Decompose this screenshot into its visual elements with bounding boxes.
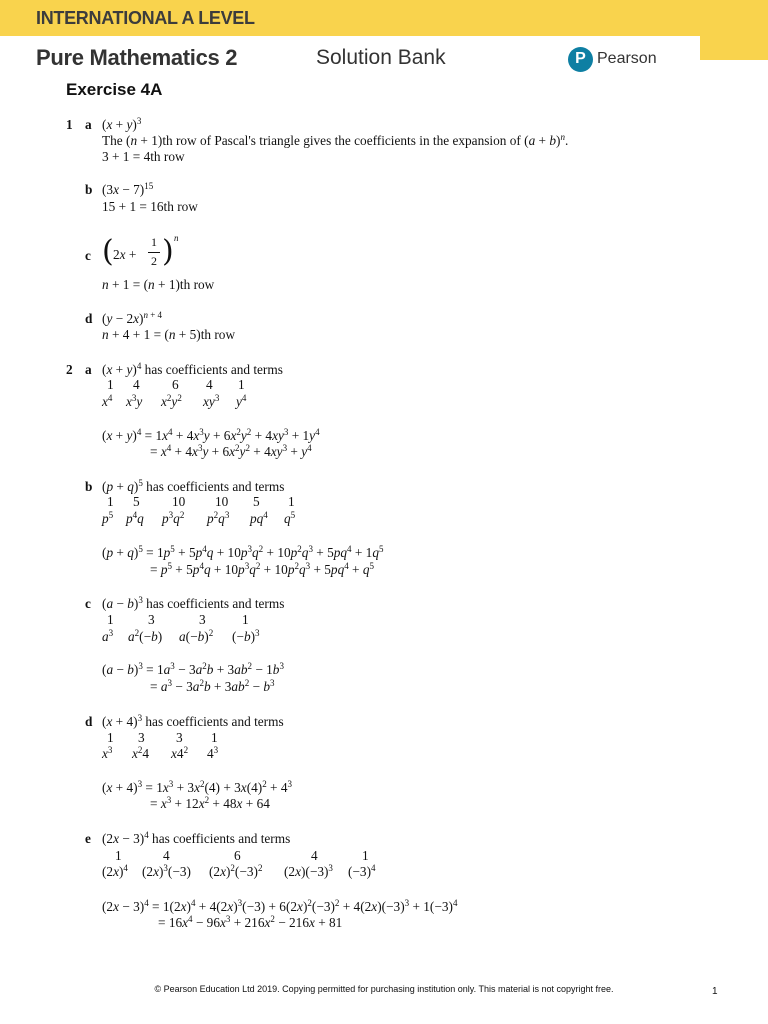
q2b-intro: $(p + q)^5$ has coefficients and terms	[102, 478, 285, 494]
coefficient: 1	[107, 494, 114, 509]
q1d-answer: n + 4 + 1 = (n + 5)th row	[102, 327, 236, 342]
q1-part-a-label: a	[85, 117, 92, 132]
coefficient: 1	[242, 612, 249, 627]
q2-part-e-label: e	[85, 831, 91, 846]
series-label: INTERNATIONAL A LEVEL	[36, 8, 255, 28]
coefficient: 1	[211, 730, 218, 745]
coefficient: 1	[362, 848, 369, 863]
q2c-intro: $(a - b)^3$ has coefficients and terms	[102, 595, 285, 611]
q2-part-d-label: d	[85, 714, 93, 729]
coefficient: 4	[206, 377, 213, 392]
q1c-expression: ( 2x + 1 2 ) n	[102, 233, 179, 269]
q1c-fraction-bar	[148, 252, 160, 253]
q1d-expression: $(y - 2x)^{n + 4}$	[102, 310, 163, 326]
q2e-intro: $(2x - 3)^4$ has coefficients and terms	[102, 830, 291, 846]
coefficient: 6	[172, 377, 179, 392]
q1a-expression: $(x + y)^3$	[102, 116, 142, 132]
coefficient: 3	[176, 730, 183, 745]
question-number-2: 2	[66, 362, 73, 377]
pearson-logo-text: Pearson	[597, 50, 657, 67]
q1b-expression: $(3x - 7)^{15}$	[102, 181, 154, 197]
q1a-statement: The (n + 1)th row of Pascal's triangle gives the coefficients in the expansion of $(a + b)^n$.	[102, 132, 569, 148]
q1c-denominator: 2	[151, 254, 157, 268]
coefficient: 3	[199, 612, 206, 627]
coefficient: 10	[215, 494, 229, 509]
q2e-expansion: $(2x - 3)^4 = 1(2x)^4 + 4(2x)^3(-3) + 6(2x)^2(-3)^2 + 4(2x)(-3)^3 + 1(-3)^4$	[102, 898, 458, 914]
coefficient: 5	[133, 494, 140, 509]
q2d-result: = $x^3 + 12x^2 + 48x + 64$	[150, 795, 270, 811]
header-accent-strip	[700, 36, 768, 60]
q2-part-a-label: a	[85, 362, 92, 377]
coefficient: 4	[163, 848, 170, 863]
pearson-logo-icon: P	[568, 47, 593, 72]
q2a-result: = $x^4 + 4x^3y + 6x^2y^2 + 4xy^3 + y^4$	[150, 443, 312, 459]
coefficient: 4	[311, 848, 318, 863]
coefficient: 4	[133, 377, 140, 392]
q2d-intro: $(x + 4)^3$ has coefficients and terms	[102, 713, 284, 729]
q1c-answer: n + 1 = (n + 1)th row	[102, 277, 215, 292]
q1b-answer: 15 + 1 = 16th row	[102, 199, 198, 214]
coefficient: 3	[148, 612, 155, 627]
coefficient: 6	[234, 848, 241, 863]
coefficient: 5	[253, 494, 260, 509]
pearson-logo	[568, 46, 657, 72]
q2b-result: = $p^5 + 5p^4q + 10p^3q^2 + 10p^2q^3 + 5pq^4 + q^5$	[150, 561, 375, 577]
q1a-answer: 3 + 1 = 4th row	[102, 149, 185, 164]
coefficient: 3	[138, 730, 145, 745]
copyright-notice: © Pearson Education Ltd 2019. Copying permitted for purchasing institution only. This material is not copyright free.	[154, 984, 614, 994]
q1c-numerator: 1	[151, 235, 157, 249]
q2c-expansion: $(a - b)^3 = 1a^3 - 3a^2b + 3ab^2 - 1b^3$	[102, 661, 284, 677]
question-number-1: 1	[66, 117, 73, 132]
book-title: Pure Mathematics 2	[36, 45, 238, 70]
q2b-expansion: $(p + q)^5 = 1p^5 + 5p^4q + 10p^3q^2 + 10p^2q^3 + 5pq^4 + 1q^5$	[102, 544, 384, 560]
q1-part-c-label: c	[85, 248, 91, 263]
coefficient: 10	[172, 494, 186, 509]
exercise-title: Exercise 4A	[66, 80, 163, 99]
q2-part-c-label: c	[85, 596, 91, 611]
page-number: 1	[712, 986, 718, 997]
coefficient: 1	[115, 848, 122, 863]
coefficient: 1	[107, 730, 114, 745]
header-bar	[0, 0, 768, 36]
q1-part-d-label: d	[85, 311, 93, 326]
q2a-expansion: $(x + y)^4 = 1x^4 + 4x^3y + 6x^2y^2 + 4xy^3 + 1y^4$	[102, 427, 320, 443]
coefficient: 1	[107, 377, 114, 392]
q2d-expansion: $(x + 4)^3 = 1x^3 + 3x^2(4) + 3x(4)^2 + 4^3$	[102, 779, 293, 795]
solution-bank-label: Solution Bank	[316, 46, 446, 69]
coefficient: 1	[288, 494, 295, 509]
q1c-exponent: n	[174, 233, 179, 243]
coefficient: 1	[238, 377, 245, 392]
coefficient: 1	[107, 612, 114, 627]
q2c-result: = $a^3 - 3a^2b + 3ab^2 - b^3$	[150, 678, 275, 694]
q2e-result: = $16x^4 - 96x^3 + 216x^2 - 216x + 81$	[158, 914, 343, 930]
q2a-intro: $(x + y)^4$ has coefficients and terms	[102, 361, 283, 377]
q1-part-b-label: b	[85, 182, 93, 197]
q2-part-b-label: b	[85, 479, 93, 494]
